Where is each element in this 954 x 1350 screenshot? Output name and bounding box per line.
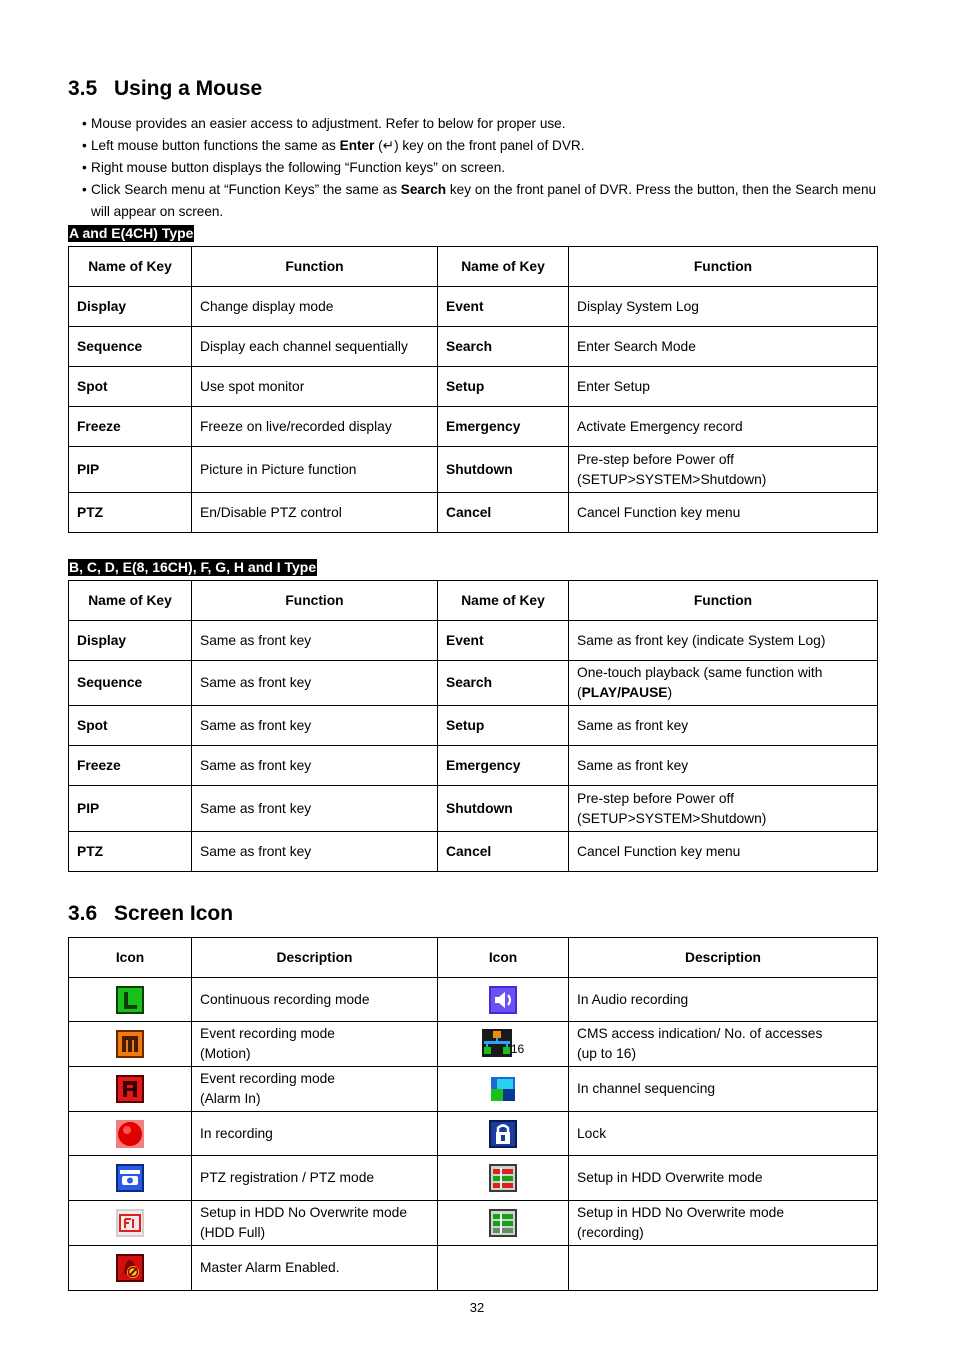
table-row bbox=[69, 1112, 878, 1156]
header-cell: Description bbox=[569, 938, 878, 978]
table-b-banner: B, C, D, E(8, 16CH), F, G, H and I Type bbox=[69, 559, 317, 575]
description-line: Event recording mode bbox=[200, 1071, 335, 1086]
function-line: Pre-step before Power off bbox=[577, 451, 734, 467]
header-cell: Function bbox=[192, 247, 438, 287]
table-row bbox=[69, 1022, 878, 1067]
function-keys-table-a bbox=[68, 246, 878, 533]
key-name: Freeze bbox=[69, 407, 192, 447]
key-function: En/Disable PTZ control bbox=[192, 493, 438, 533]
key-name: Event bbox=[438, 287, 569, 327]
key-function: Cancel Function key menu bbox=[569, 493, 878, 533]
header-cell: Name of Key bbox=[69, 247, 192, 287]
table-row bbox=[69, 1156, 878, 1201]
bullet-bold: Enter bbox=[339, 138, 375, 153]
screen-icon-table bbox=[68, 937, 878, 1291]
description-line: (Motion) bbox=[200, 1046, 251, 1061]
hdd-full-icon bbox=[116, 1209, 144, 1237]
table-row bbox=[69, 746, 878, 786]
hdd-overwrite-icon bbox=[489, 1164, 517, 1192]
key-name: Sequence bbox=[69, 661, 192, 706]
key-function bbox=[569, 786, 878, 832]
table-row bbox=[69, 327, 878, 367]
description-line: Event recording mode bbox=[200, 1026, 335, 1041]
description-line: (HDD Full) bbox=[200, 1225, 266, 1240]
header-cell: Function bbox=[569, 581, 878, 621]
key-function: One-touch playback (same function with (PLAY/PAUSE) bbox=[569, 661, 878, 706]
ptz-icon bbox=[116, 1164, 144, 1192]
cms-access-icon bbox=[482, 1029, 512, 1057]
key-function: Cancel Function key menu bbox=[569, 832, 878, 872]
header-cell: Name of Key bbox=[438, 247, 569, 287]
lock-icon bbox=[489, 1120, 517, 1148]
table-a-banner: A and E(4CH) Type bbox=[69, 225, 194, 241]
key-function: Same as front key bbox=[569, 706, 878, 746]
table-row bbox=[69, 978, 878, 1022]
header-cell: Icon bbox=[438, 938, 569, 978]
key-function: Same as front key bbox=[192, 621, 438, 661]
key-name: Setup bbox=[438, 706, 569, 746]
key-name: Freeze bbox=[69, 746, 192, 786]
table-row bbox=[69, 367, 878, 407]
table-row bbox=[69, 1201, 878, 1246]
header-cell: Icon bbox=[69, 938, 192, 978]
bullet-text: Mouse provides an easier access to adjustment. Refer to below for proper use. bbox=[91, 116, 566, 131]
page-number: 32 bbox=[469, 1300, 485, 1315]
description-line: Setup in HDD No Overwrite mode bbox=[577, 1205, 785, 1220]
icon-description: Setup in HDD Overwrite mode bbox=[569, 1156, 878, 1201]
table-row bbox=[69, 706, 878, 746]
table-header-row bbox=[69, 247, 878, 287]
bullet-item bbox=[82, 157, 892, 179]
icon-description: Continuous recording mode bbox=[192, 978, 438, 1022]
key-name: Shutdown bbox=[438, 786, 569, 832]
icon-description: Lock bbox=[569, 1112, 878, 1156]
key-function: Freeze on live/recorded display bbox=[192, 407, 438, 447]
icon-description: In channel sequencing bbox=[569, 1067, 878, 1112]
section-heading-screen-icon bbox=[68, 902, 233, 926]
icon-description: In Audio recording bbox=[569, 978, 878, 1022]
key-function: Same as front key bbox=[192, 832, 438, 872]
header-cell: Description bbox=[192, 938, 438, 978]
key-function: Enter Search Mode bbox=[569, 327, 878, 367]
key-name: PIP bbox=[69, 447, 192, 493]
description-line: Setup in HDD No Overwrite mode bbox=[200, 1205, 408, 1220]
section-title: Using a Mouse bbox=[114, 77, 263, 100]
bullet-text: (↵) key on the front panel of DVR. bbox=[374, 138, 585, 153]
icon-description: In recording bbox=[192, 1112, 438, 1156]
function-line: Pre-step before Power off bbox=[577, 790, 734, 806]
key-function: Display each channel sequentially bbox=[192, 327, 438, 367]
cms-access-count: 16 bbox=[510, 1041, 525, 1056]
icon-description bbox=[192, 1022, 438, 1067]
key-name: Display bbox=[69, 621, 192, 661]
table-row bbox=[69, 1067, 878, 1112]
key-name: PTZ bbox=[69, 493, 192, 533]
section-number: 3.5 bbox=[68, 77, 98, 100]
icon-description bbox=[569, 1022, 878, 1067]
key-name: Display bbox=[69, 287, 192, 327]
key-name: Emergency bbox=[438, 746, 569, 786]
key-function: Same as front key bbox=[192, 786, 438, 832]
icon-description bbox=[569, 1201, 878, 1246]
key-name: PIP bbox=[69, 786, 192, 832]
header-cell: Function bbox=[569, 247, 878, 287]
key-name: Search bbox=[438, 327, 569, 367]
recording-dot-icon bbox=[116, 1120, 144, 1148]
hdd-no-overwrite-icon bbox=[489, 1209, 517, 1237]
function-bold: PLAY/PAUSE bbox=[581, 685, 668, 700]
bullet-text: Right mouse button displays the following “Function keys” on screen. bbox=[91, 160, 506, 175]
key-function: Display System Log bbox=[569, 287, 878, 327]
icon-description bbox=[192, 1067, 438, 1112]
icon-description: PTZ registration / PTZ mode bbox=[192, 1156, 438, 1201]
key-function: Activate Emergency record bbox=[569, 407, 878, 447]
key-name: Cancel bbox=[438, 832, 569, 872]
table-row bbox=[69, 493, 878, 533]
function-line: (SETUP>SYSTEM>Shutdown) bbox=[577, 810, 767, 826]
description-line: (recording) bbox=[577, 1225, 644, 1240]
section-heading-using-a-mouse bbox=[68, 77, 262, 101]
header-cell: Function bbox=[192, 581, 438, 621]
key-name: Setup bbox=[438, 367, 569, 407]
section-title: Screen Icon bbox=[114, 902, 234, 925]
bullet-bold: Search bbox=[400, 182, 447, 197]
bullet-item bbox=[82, 179, 892, 223]
key-function bbox=[569, 447, 878, 493]
key-function: Same as front key bbox=[192, 746, 438, 786]
bullet-item bbox=[82, 113, 892, 135]
table-row bbox=[69, 407, 878, 447]
function-line: (SETUP>SYSTEM>Shutdown) bbox=[577, 471, 767, 487]
description-line: (up to 16) bbox=[577, 1046, 637, 1061]
key-name: Emergency bbox=[438, 407, 569, 447]
table-row bbox=[69, 447, 878, 493]
key-name: Shutdown bbox=[438, 447, 569, 493]
table-row bbox=[69, 287, 878, 327]
key-function: Enter Setup bbox=[569, 367, 878, 407]
bullet-text: Click Search menu at “Function Keys” the same as bbox=[91, 182, 401, 197]
key-name: Cancel bbox=[438, 493, 569, 533]
master-alarm-icon bbox=[116, 1254, 144, 1282]
table-header-row bbox=[69, 581, 878, 621]
continuous-recording-icon bbox=[116, 986, 144, 1014]
empty-icon-cell bbox=[438, 1246, 569, 1291]
key-name: Event bbox=[438, 621, 569, 661]
function-keys-table-b bbox=[68, 580, 878, 872]
bullet-text: key on the front panel of DVR. Press the button, then the Search menu will appear on screen. bbox=[91, 182, 877, 219]
table-header-row bbox=[69, 938, 878, 978]
icon-description: Master Alarm Enabled. bbox=[192, 1246, 438, 1291]
table-row bbox=[69, 661, 878, 706]
table-row bbox=[69, 786, 878, 832]
key-function: Picture in Picture function bbox=[192, 447, 438, 493]
key-function: Same as front key bbox=[192, 661, 438, 706]
icon-description bbox=[192, 1201, 438, 1246]
key-function: Use spot monitor bbox=[192, 367, 438, 407]
key-function: Same as front key bbox=[192, 706, 438, 746]
mouse-usage-list bbox=[82, 113, 892, 223]
alarm-event-icon bbox=[116, 1075, 144, 1103]
channel-sequencing-icon bbox=[489, 1075, 517, 1103]
table-row bbox=[69, 832, 878, 872]
bullet-item bbox=[82, 135, 892, 157]
table-row bbox=[69, 621, 878, 661]
key-name: Spot bbox=[69, 367, 192, 407]
bullet-text: Left mouse button functions the same as bbox=[91, 138, 340, 153]
key-name: Spot bbox=[69, 706, 192, 746]
description-line: (Alarm In) bbox=[200, 1091, 261, 1106]
key-function: Same as front key bbox=[569, 746, 878, 786]
section-number: 3.6 bbox=[68, 902, 98, 925]
key-name: PTZ bbox=[69, 832, 192, 872]
key-name: Sequence bbox=[69, 327, 192, 367]
audio-recording-icon bbox=[489, 986, 517, 1014]
key-function: Same as front key (indicate System Log) bbox=[569, 621, 878, 661]
table-row bbox=[69, 1246, 878, 1291]
description-line: CMS access indication/ No. of accesses bbox=[577, 1026, 823, 1041]
header-cell: Name of Key bbox=[69, 581, 192, 621]
header-cell: Name of Key bbox=[438, 581, 569, 621]
motion-event-icon bbox=[116, 1030, 144, 1058]
function-line: One-touch playback (same function with bbox=[577, 665, 823, 680]
key-function: Change display mode bbox=[192, 287, 438, 327]
key-name: Search bbox=[438, 661, 569, 706]
empty-description-cell bbox=[569, 1246, 878, 1291]
